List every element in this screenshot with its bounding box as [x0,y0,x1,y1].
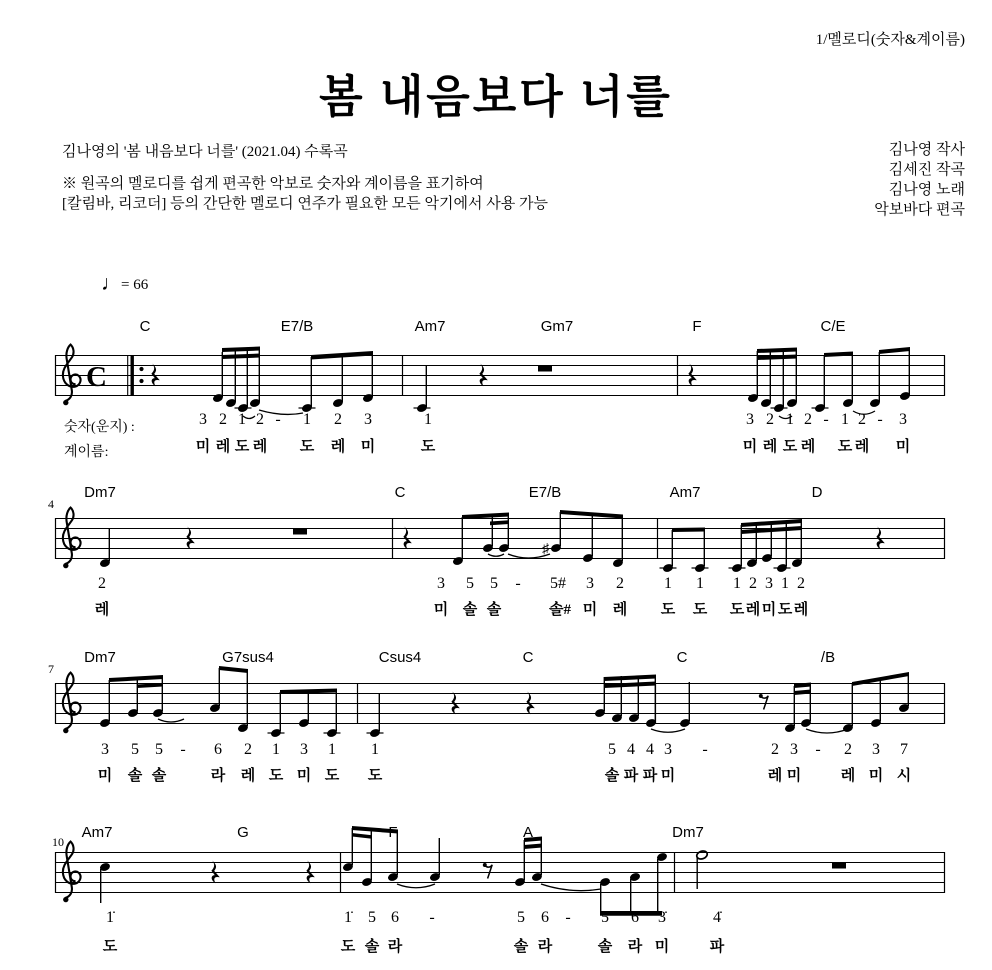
finger-number: 5 [155,741,163,758]
solfege: 레 [330,439,346,455]
arrangement-note-1: ※ 원곡의 멜로디를 쉽게 편곡한 악보로 숫자와 계이름을 표기하여 [62,176,484,192]
solfege: 솔 [127,768,143,784]
row-label-solfege: 계이름: [64,445,109,460]
solfege: 도 [660,602,676,618]
finger-number: 5 [490,575,498,592]
solfege: 레 [612,602,628,618]
finger-number: 1 [328,741,336,758]
solfege: 도 [299,439,315,455]
row-label-numbers: 숫자(운지) : [64,420,135,435]
solfege: 레 [215,439,231,455]
solfege: 솔 [486,602,502,618]
finger-number: 2 [766,411,774,428]
finger-number: 1 [781,575,789,592]
solfege: 레 [762,439,778,455]
staff-system-4 [55,826,945,916]
solfege: 도 [340,939,356,955]
chord-label: Am7 [414,318,446,335]
solfege: 파 [642,768,658,784]
finger-number: 5# [550,575,566,592]
finger-number: 1 [696,575,704,592]
sharp-icon: ♯ [542,542,549,557]
measure-number: 10 [52,835,64,849]
solfege: 솔 [364,939,380,955]
chord-label: E7/B [280,318,314,335]
finger-number: 5 [517,909,525,926]
finger-number: 3 [790,741,798,758]
finger-number: 3 [872,741,880,758]
solfege: 도 [268,768,284,784]
finger-number: 2 [244,741,252,758]
solfege: 도 [102,939,118,955]
solfege: 솔# [549,602,571,618]
finger-number: 5 [368,909,376,926]
solfege: 도 [837,439,853,455]
solfege: 라 [387,939,403,955]
solfege: 도 [367,768,383,784]
chord-label: D [811,484,823,501]
finger-number: 2 [749,575,757,592]
finger-number: 1 [371,741,379,758]
chord-label: C [676,649,688,666]
finger-number: 3 [664,741,672,758]
finger-number: 2 [804,411,812,428]
finger-number: 4 [627,741,635,758]
solfege: 미 [195,439,211,455]
solfege: 시 [896,768,912,784]
finger-number: 1 [272,741,280,758]
solfege: 미 [660,768,676,784]
finger-number: 6 [541,909,549,926]
finger-number: 6 [214,741,222,758]
chord-label: Dm7 [84,484,116,501]
chord-label: Am7 [669,484,701,501]
arrangement-note-2: [칼림바, 리코더] 등의 간단한 멜로디 연주가 필요한 모든 악기에서 사용 가능 [62,196,548,212]
solfege: 라 [627,939,643,955]
solfege: 레 [745,602,761,618]
finger-number: 4 [646,741,654,758]
solfege: 미 [761,602,777,618]
solfege: 레 [767,768,783,784]
solfege: 파 [623,768,639,784]
chord-label: Dm7 [84,649,116,666]
credit-arranger: 악보바다 편곡 [874,202,965,218]
finger-number: 5 [608,741,616,758]
time-signature: C [86,361,107,393]
chord-label: C [394,484,406,501]
finger-number: 1 [786,411,794,428]
finger-number: 3 [101,741,109,758]
finger-number: 2 [797,575,805,592]
finger-number: - [565,909,571,926]
solfege: 레 [240,768,256,784]
solfege: 도 [234,439,250,455]
finger-number: - [702,741,708,758]
solfege: 레 [793,602,809,618]
finger-number: 2 [334,411,342,428]
finger-number: 6 [391,909,399,926]
solfege: 미 [433,602,449,618]
measure-number: 4 [48,497,54,511]
finger-number: 3 [746,411,754,428]
finger-number: 3̇ [658,909,666,926]
finger-number: 5 [131,741,139,758]
chord-label: Am7 [81,824,113,841]
finger-number: - [823,411,829,428]
chord-label: G [237,824,249,841]
finger-number: 3 [300,741,308,758]
finger-number: 1 [424,411,432,428]
tempo-value: = 66 [121,277,149,293]
finger-number: 1 [733,575,741,592]
finger-number: 2 [858,411,866,428]
finger-number: 2 [771,741,779,758]
song-title: 봄 내음보다 너를 [319,72,673,122]
chord-label: F [692,318,702,335]
solfege: 솔 [462,602,478,618]
solfege: 솔 [597,939,613,955]
solfege: 라 [210,768,226,784]
chord-label: Gm7 [540,318,574,335]
credit-composer: 김세진 작곡 [888,162,965,178]
solfege: 도 [692,602,708,618]
finger-number: 1̇ [106,909,114,926]
finger-number: 2 [98,575,106,592]
solfege: 미 [742,439,758,455]
page-info: 1/멜로디(숫자&계이름) [815,32,965,48]
solfege: 도 [777,602,793,618]
album-info: 김나영의 '봄 내음보다 너를' (2021.04) 수록곡 [62,144,348,160]
chord-label: A [522,824,534,841]
staff-system-1 [55,345,945,419]
chord-label: C/E [820,318,846,335]
finger-number: 3 [364,411,372,428]
solfege: 솔 [604,768,620,784]
solfege: 레 [252,439,268,455]
finger-number: - [275,411,281,428]
solfege: 미 [654,939,670,955]
finger-number: - [515,575,521,592]
finger-number: 1̇ [344,909,352,926]
solfege: 미 [296,768,312,784]
finger-number: 1 [238,411,246,428]
tempo-note-icon: ♩ [101,271,122,295]
chord-label: C [139,318,151,335]
finger-number: 1 [664,575,672,592]
finger-number: 2 [844,741,852,758]
finger-number: 3 [765,575,773,592]
solfege: 도 [729,602,745,618]
finger-number: 2 [616,575,624,592]
solfege: 솔 [513,939,529,955]
solfege: 도 [782,439,798,455]
chord-label: C [522,649,534,666]
finger-number: 4̇ [713,909,721,926]
finger-number: 3 [899,411,907,428]
solfege: 미 [786,768,802,784]
solfege: 레 [800,439,816,455]
solfege: 도 [420,439,436,455]
finger-number: - [429,909,435,926]
chord-label: Dm7 [672,824,704,841]
solfege: 솔 [151,768,167,784]
chord-label: G7sus4 [222,649,274,666]
solfege: 레 [94,602,110,618]
finger-number: 1 [303,411,311,428]
credit-vocalist: 김나영 노래 [888,182,965,198]
finger-number: 6 [631,909,639,926]
finger-number: 5 [601,909,609,926]
finger-number: - [877,411,883,428]
solfege: 미 [868,768,884,784]
solfege: 레 [840,768,856,784]
staff-system-3 [55,666,945,738]
solfege: 미 [582,602,598,618]
chord-label: E7/B [528,484,562,501]
staff-system-2 [55,508,945,574]
finger-number: 2 [219,411,227,428]
finger-number: - [180,741,186,758]
chord-label: F [388,824,398,841]
finger-number: 3 [586,575,594,592]
finger-number: 2 [256,411,264,428]
finger-number: - [815,741,821,758]
solfege: 미 [97,768,113,784]
chord-label: Csus4 [378,649,422,666]
solfege: 도 [324,768,340,784]
solfege: 미 [360,439,376,455]
solfege: 라 [537,939,553,955]
solfege: 미 [895,439,911,455]
finger-number: 7 [900,741,908,758]
credit-lyricist: 김나영 작사 [888,142,965,158]
finger-number: 1 [841,411,849,428]
measure-number: 7 [48,662,54,676]
finger-number: 3 [199,411,207,428]
chord-label: /B [820,649,836,666]
finger-number: 5 [466,575,474,592]
finger-number: 3 [437,575,445,592]
solfege: 파 [709,939,725,955]
solfege: 레 [854,439,870,455]
